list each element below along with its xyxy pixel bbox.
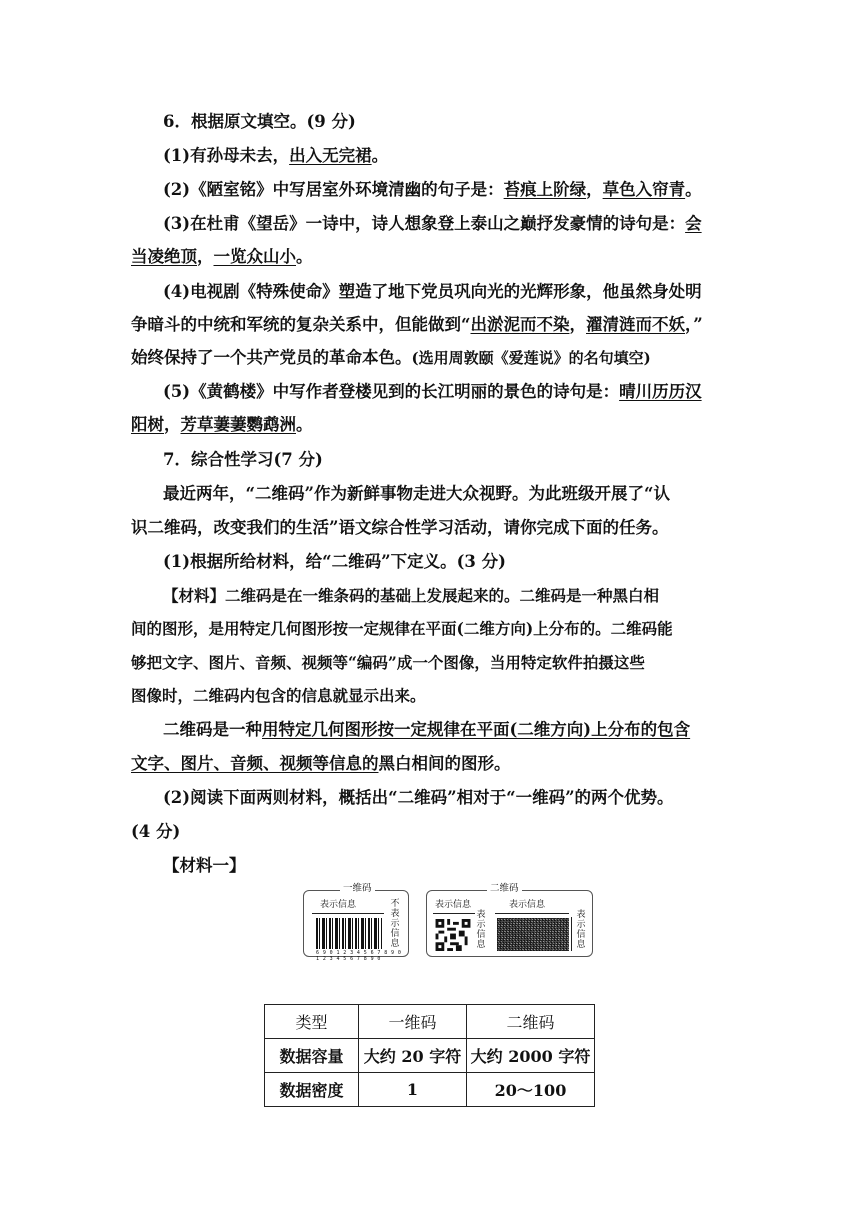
table-cell: 20～100 <box>467 1073 595 1107</box>
q6-item-3-line-1 <box>163 213 763 235</box>
side-char: 信 <box>476 930 486 940</box>
q6-item-1-end: 。 <box>371 146 389 165</box>
qrcode-figure-title: 二维码 <box>487 883 522 895</box>
q6-item-3-end: 。 <box>296 247 313 266</box>
q6-item-4-answer-2: 濯清涟而不妖 <box>586 315 685 334</box>
barcode-bars <box>316 918 382 949</box>
q6-item-4-answer-1: 出淤泥而不染 <box>470 315 570 334</box>
q7-answer-1-end: 黑白相间的图形。 <box>378 754 511 773</box>
barcode-side-label <box>390 899 400 949</box>
q6-item-1 <box>163 145 763 167</box>
large-qr-width-arrow <box>495 913 569 914</box>
q6-item-4-note: (选用周敦颐《爱莲说》的名句填空) <box>411 349 651 367</box>
q6-item-5-prompt: (5)《黄鹤楼》中写作者登楼见到的长江明丽的景色的诗句是： <box>163 382 620 401</box>
q6-item-3-line-2 <box>131 246 731 268</box>
table-cell: 数据容量 <box>265 1039 359 1073</box>
q6-item-5-answer-1b: 阳树 <box>131 415 164 434</box>
q6-item-2 <box>163 179 763 201</box>
q6-item-5-end: 。 <box>296 415 313 434</box>
q7-answer-1-fill-b: 文字、图片、音频、视频等信息的 <box>131 754 379 773</box>
comparison-table <box>264 1004 595 1107</box>
material-line-4: 图像时，二维码内包含的信息就显示出来。 <box>131 686 426 705</box>
q6-item-2-prompt: (2)《陋室铭》中写居室外环境清幽的句子是： <box>163 180 504 199</box>
side-char: 息 <box>576 940 586 950</box>
q6-item-5-answer-1a: 晴川历历汉 <box>619 382 702 401</box>
side-char: 示 <box>576 920 586 930</box>
q7-answer-1-line-1 <box>163 719 763 741</box>
table-header-row <box>265 1005 595 1039</box>
q6-item-3-answer-1a: 会 <box>685 214 702 233</box>
barcode-info-label: 表示信息 <box>320 900 357 910</box>
q7-intro-line-2: 识二维码，改变我们的生活”语文综合性学习活动，请你完成下面的任务。 <box>131 518 669 537</box>
small-qr-code <box>435 919 471 951</box>
barcode-digits: 6 9 0 1 2 3 4 5 6 7 8 9 0 1 2 3 4 5 6 7 8 9 0 <box>316 950 402 962</box>
table-cell: 大约 20 字符 <box>359 1039 467 1073</box>
table-header-cell: 类型 <box>265 1005 359 1039</box>
q7-task-2-line-1: (2)阅读下面两则材料，概括出“二维码”相对于“一维码”的两个优势。 <box>163 788 674 807</box>
side-char: 息 <box>390 939 400 949</box>
question-7-title: 7．综合性学习(7 分) <box>163 450 323 469</box>
q6-item-1-prompt: (1)有孙母未去， <box>163 146 290 165</box>
small-qr-info-label: 表示信息 <box>435 900 472 910</box>
side-char: 信 <box>576 930 586 940</box>
qrcode-figure <box>426 883 593 957</box>
q6-item-5-separator: ， <box>164 415 181 434</box>
question-6-title: 6．根据原文填空。(9 分) <box>163 112 356 131</box>
material-1-label: 【材料一】 <box>163 856 246 875</box>
q6-item-4-quote-end: ，” <box>685 315 703 334</box>
side-char: 信 <box>390 929 400 939</box>
large-qr-code <box>497 918 569 951</box>
table-cell: 数据密度 <box>265 1073 359 1107</box>
material-line-1: 【材料】二维码是在一维条码的基础上发展起来的。二维码是一种黑白相 <box>163 586 660 605</box>
q6-item-2-end: 。 <box>685 180 702 199</box>
q6-item-2-answer-2: 草色入帘青 <box>602 180 686 199</box>
side-char: 表 <box>476 910 486 920</box>
table-cell: 大约 2000 字符 <box>467 1039 595 1073</box>
table-header-cell: 二维码 <box>467 1005 595 1039</box>
side-char: 不 <box>390 899 400 909</box>
q6-item-4-line-1: (4)电视剧《特殊使命》塑造了地下党员巩向光的光辉形象，他虽然身处明 <box>163 282 702 301</box>
q7-answer-1-fill-a: 用特定几何图形按一定规律在平面(二维方向)上分布的包含 <box>262 720 691 739</box>
q6-item-3-answer-1b: 当凌绝顶 <box>131 247 197 266</box>
q6-item-1-answer: 出入无完裙 <box>289 146 372 165</box>
q7-intro-line-1: 最近两年，“二维码”作为新鲜事物走进大众视野。为此班级开展了“认 <box>163 484 670 503</box>
q6-item-5-answer-2: 芳草萋萋鹦鹉洲 <box>180 415 296 434</box>
large-qr-side-label <box>576 910 586 950</box>
barcode-figure-title: 一维码 <box>340 883 375 895</box>
side-char: 表 <box>390 909 400 919</box>
small-qr-width-arrow <box>433 913 475 914</box>
material-line-2: 间的图形，是用特定几何图形按一定规律在平面(二维方向)上分布的。二维码能 <box>131 619 673 638</box>
q7-answer-1-line-2 <box>131 753 731 775</box>
q7-answer-1-prompt: 二维码是一种 <box>163 720 262 739</box>
large-qr-height-arrow <box>571 917 572 951</box>
q6-item-4-separator: ， <box>569 315 586 334</box>
table-row <box>265 1039 595 1073</box>
side-char: 示 <box>476 920 486 930</box>
side-char: 示 <box>390 919 400 929</box>
q6-item-3-separator: ， <box>197 247 214 266</box>
q7-task-2-line-2: (4 分) <box>131 822 181 841</box>
side-char: 息 <box>476 940 486 950</box>
q6-item-2-separator: ， <box>586 180 603 199</box>
barcode-figure <box>303 883 409 962</box>
material-line-3: 够把文字、图片、音频、视频等“编码”成一个图像，当用特定软件拍摄这些 <box>131 653 645 672</box>
table-cell: 1 <box>359 1073 467 1107</box>
table-header-cell: 一维码 <box>359 1005 467 1039</box>
q6-item-5-line-2 <box>131 414 731 436</box>
q6-item-4-prompt: 争暗斗的中统和军统的复杂关系中，但能做到“ <box>131 315 471 334</box>
barcode-width-arrow <box>312 913 384 914</box>
large-qr-info-label: 表示信息 <box>509 900 546 910</box>
table-row <box>265 1073 595 1107</box>
q7-task-1: (1)根据所给材料，给“二维码”下定义。(3 分) <box>163 552 506 571</box>
q6-item-2-answer-1: 苔痕上阶绿 <box>503 180 587 199</box>
q6-item-3-prompt: (3)在杜甫《望岳》一诗中，诗人想象登上泰山之巅抒发豪情的诗句是： <box>163 214 686 233</box>
q6-item-4-line-2 <box>131 314 731 336</box>
q6-item-4-line-3 <box>131 347 731 369</box>
side-char: 表 <box>576 910 586 920</box>
q6-item-5-line-1 <box>163 381 763 403</box>
small-qr-side-label <box>476 910 486 950</box>
q6-item-3-answer-2: 一览众山小 <box>213 247 296 266</box>
q6-item-4-text: 始终保持了一个共产党员的革命本色。 <box>131 348 412 367</box>
